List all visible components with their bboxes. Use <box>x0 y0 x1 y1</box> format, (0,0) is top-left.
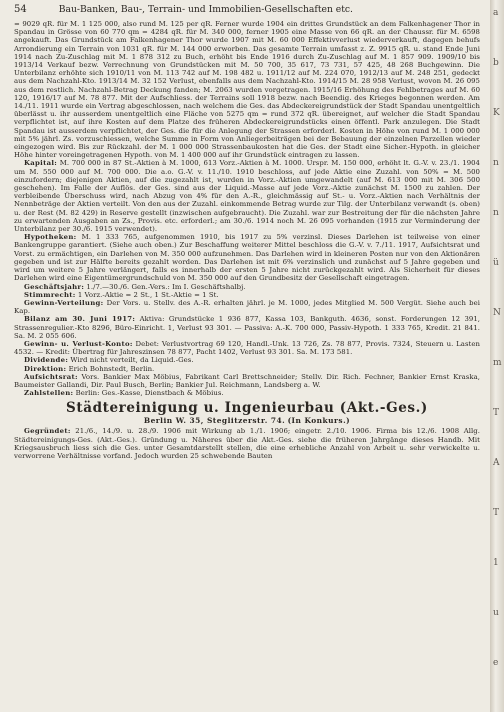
section-title: Städtereinigung u. Ingenieurbau (Akt.-Ges.) <box>66 400 428 417</box>
paragraph-text: Wird nicht verteilt, da Liquid.-Ges. <box>68 356 194 365</box>
paragraph-text: Berlin: Ges.-Kasse, Dienstbach & Möbius. <box>73 389 224 398</box>
paragraph-label: Geschäftsjahr: <box>24 282 85 291</box>
edge-glyph: a <box>493 8 499 18</box>
edge-glyph: K <box>493 108 500 118</box>
paragraph-text: M. 1 333 765, aufgenommen 1910, bis 1917 zu 5% verzinsl. Dieses Darlehen ist teilweise von einer Bankengruppe garantiert. (Siehe auch oben.) Zur Beschaffung weiterer Mittel beschloss die G.-V. v. 7./11. 1917, Aufsichtsrat und Vorst. zu ermächtigen, ein Darlehen von M. 350 000 aufzunehmen. Das Darlehen wird in kleineren Posten nur von den Aktionären gegeben und ist zur Hälfte bereits gezahlt worden. Das Darlehen ist mit 6% verzinslich und zunächst auf 5 Jahre gegeben und wird um weitere 5 Jahre verlängert, falls es innerhalb der ersten 5 Jahre nicht zurückgezahlt wird. Als Sicherheit für dieses Darlehen wird eine Eigentümergrundschuld von M. 350 000 auf den Grundbesitz der Gesellschaft eingetragen. <box>14 233 480 283</box>
paragraph-label: Aufsichtsrat: <box>24 372 78 381</box>
paragraph-label: Stimmrecht: <box>24 290 76 299</box>
edge-glyph: N <box>493 308 501 318</box>
paragraph-text: = 9029 qR. für M. 1 125 000, also rund M. 125 per qR. Ferner wurde 1904 ein drittes Grundstück an dem Falkenhagener Thor in Spandau in Grösse von 60 770 qm = 4284 qR. für M. 340 000, ferner 1905 eine Masse von 66 qR. an der Chaussr. für M. 6598 angekauft. Das Grundstück am Falkenhagener Thor wurde 1907 mit M. 60 000 Effektivverlust wiederverkauft, dagegen behufs Arrondierung ein Terrain von 1031 qR. für M. 144 000 erworben. Das gesamte Terrain umfasst z. Z. 9915 qR. u. stand Ende Juni 1914 nach Zu-Zuschlag mit M. 1 878 312 zu Buch, erhöht bis Ende 1916 durch Zu-Zuschlag auf M. 1 857 909. 1909/10 bis 1913/14 Verkauf bezw. Verrechnung von Grundstücken mit M. 50 700, 35 617, 73 731, 57 425, 48 268 Buchgewinn. Die Unterbilanz erhöhte sich 1910/11 von M. 113 742 auf M. 198 482 u. 1911/12 auf M. 224 070, 1912/13 auf M. 248 251, gedeckt aus dem Nachzahl-Kto. 1913/14 M. 32 152 Verlust, ebenfalls aus dem Nachzahl-Kto. 1914/15 M. 28 958 Verlust, wovon M. 26 095 aus dem restlich. Nachzahl-Betrag Deckung fanden; M. 2063 wurden vorgetragen. 1915/16 Erhöhung des Fehlbetrages auf M. 60 120, 1916/17 auf M. 78 877. Mit der Aufschliess. der Terrains soll 1918 bezw. nach Beendig. des Krieges begonnen werden. Am 14./11. 1911 wurde ein Vertrag abgeschlossen, nach welchem die Ges. das Abdeckereigrundstück der Stadt Spandau unentgeltlich überlässt u. ihr ausserdem unentgeltlich eine Fläche von 5275 qm = rund 372 qR. übereignet, auf welcher die Stadt Spandau verpflichtet ist, auf ihre Kosten auf dem Platze des früheren Abdeckereigrundstücks einen öffentl. Park anzulegen. Die Stadt Spandau ist ausserdem verpflichtet, der Ges. die für die Anlegung der Strassen erforderl. Kosten in Höhe von rund M. 1 000 000 mit 5% jährl. Zs. vorzuschiessen, welche Summe in Form von Anliegerbeiträgen bei der Bebauung der einzelnen Parzellen wieder eingezogen wird. Bis zur Rückzahl. der M. 1 000 000 Strassenbaukosten hat die Ges. der Stadt eine Sicher.-Hypoth. in gleicher Höhe hinter voreingetragenen Hypoth. von M. 1 400 000 auf ihr Grundstück eintragen zu lassen. <box>14 20 480 160</box>
paragraph-label: Gegründet: <box>24 427 71 436</box>
paragraph-list <box>14 20 480 397</box>
paragraph <box>14 340 480 356</box>
paragraph-text: Erich Bohnstedt, Berlin. <box>66 364 155 373</box>
document-body <box>14 20 480 460</box>
edge-glyph: u <box>493 608 499 618</box>
edge-glyph: A <box>493 458 500 468</box>
paragraph <box>14 299 480 315</box>
paragraph-label: Bilanz am 30. Juni 1917: <box>24 315 136 324</box>
paragraph <box>14 159 480 233</box>
paragraph <box>14 291 480 299</box>
paragraph-text: Der Vors. u. Stellv. des A.-R. erhalten jährl. je M. 1000, jedes Mitglied M. 500 Vergüt. Siehe auch bei Kap. <box>14 298 480 316</box>
paragraph-label: Zahlstellen: <box>24 389 74 398</box>
edge-glyph: n <box>493 208 499 218</box>
section-subtitle <box>14 416 480 425</box>
edge-glyph: n <box>493 158 499 168</box>
paragraph <box>14 373 480 389</box>
paragraph <box>14 283 480 291</box>
paragraph <box>14 20 480 159</box>
page-number: 54 <box>14 4 27 15</box>
paragraph-label: Kapital: <box>24 159 58 168</box>
edge-glyph: ü <box>493 258 499 268</box>
paragraph-text: Debet: Verlustvortrag 69 120, Handl.-Unk. 13 726, Zs. 78 877, Provis. 7324, Steuern u. Lasten 4532. — Kredit: Übertrag für Jahreszinsen 78 877, Pacht 1402, Verlust 93 301. Sa. M. 173 581. <box>14 339 480 357</box>
edge-glyph: 1 <box>493 558 499 568</box>
paragraph-label: Direktion: <box>24 364 67 373</box>
paragraph-text: 21./6., 14./9. u. 28./9. 1906 mit Wirkung ab 1./1. 1906; eingetr. 2./10. 1906. Firma bis 12./6. 1908 Allg. Städtereinigungs-Ges. (Akt.-Ges.). Gründung u. Näheres über die Akt.-Ges. siehe die früheren Jahrgänge dieses Handb. Mit Kriegsausbruch liess sich die Ges. unter Gesamtdarstellt stellen, die eine erhebliche Anzahl von Arbeit u. sehr verwickelte u. verworrene Verhältnisse vorfand. Jedoch wurden 25 schwebende Bauten <box>14 427 480 460</box>
paragraph <box>14 356 480 364</box>
running-header <box>14 4 480 18</box>
paragraph-text: 1./7.—30./6. Gen.-Vers.: Im I. Geschäftshalbj. <box>84 282 246 291</box>
section-place: Berlin W. 35, Steglitzerstr. 74. <box>143 416 286 426</box>
edge-glyph: e <box>493 658 499 668</box>
paragraph-text: Aktiva: Grundstücke 1 936 877, Kassa 103, Bankguth. 4636, sonst. Forderungen 12 391, Strassenregulier.-Kto 8296, Büro-Einricht. 1, Verlust 93 301. — Passiva: A.-K. 700 000, Passiv-Hypoth. 1 333 765, Kredit. 21 841. Sa. M. 2 055 606. <box>14 315 481 340</box>
edge-glyph: T <box>493 508 500 518</box>
paragraph-text: Vors. Bankier Max Möbius, Fabrikant Carl Brettschneider; Stellv. Dir. Rich. Fechner, Bankier Ernst Kraska, Baumeister Gallandi, Dir. Paul Busch, Berlin; Bankier Jul. Reichmann, Landsberg a. W. <box>14 372 480 389</box>
paragraph-label: Hypotheken: <box>24 233 77 242</box>
paragraph <box>14 315 480 340</box>
edge-glyph: b <box>493 58 499 68</box>
paragraph-label: Gewinn-Verteilung: <box>24 298 104 307</box>
paragraph <box>14 365 480 373</box>
paragraph-label: Dividende: <box>24 356 69 365</box>
paragraph <box>14 389 480 397</box>
paragraph-text: M. 700 000 in 87 St.-Aktien à M. 1000, 613 Vorz.-Aktien à M. 1000. Urspr. M. 150 000, erhöht lt. G.-V. v. 23./1. 1904 um M. 550 000 auf M. 700 000. Die a.o. G.-V. v. 11./10. 1910 beschloss, auf jede Aktie eine Zuzahl. von 50% = M. 500 einzufordern; diejenigen Aktien, auf die zugezahlt ist, wurden in Vorz.-Aktien umgewandelt (auf M. 613 000 mit M. 306 500 geschehen). Im Falle der Auflös. der Ges. sind aus der Liquid.-Masse auf jede Vorz.-Aktie zunächst M. 1500 zu zahlen. Der verbleibende Überschuss wird, nach Abzug von 4% für den A.-R., gleichmässig auf St.- u. Vorz.-Aktien nach Verhältnis der Nennbeträge der Aktien verteilt. Von den aus der Zuzahl. einkommende Betrag wurde zur Tilg. der Unterbilanz verwandt (s. oben) u. der Rest (M. 82 429) in Reserve gestellt (inzwischen aufgebraucht). Die Zuzahl. war zur Bestreitung der für die nächsten Jahre zu erwartenden Ausgaben an Zs., Provis. etc. erforderl.; am 30./6. 1914 noch M. 26 095 vorhanden (1915 zur Verminderung der Unterbilanz per 30./6. 1915 verwendet). <box>14 159 480 234</box>
paragraph-founded <box>14 427 480 460</box>
section-status: (In Konkurs.) <box>287 416 351 426</box>
edge-glyph: m <box>493 358 502 368</box>
edge-glyph: T <box>493 408 500 418</box>
paragraph-label: Gewinn- u. Verlust-Konto: <box>24 339 133 348</box>
adjacent-page-edge <box>490 0 504 712</box>
running-title: Bau-Banken, Bau-, Terrain- und Immobilien-Gesellschaften etc. <box>58 4 353 15</box>
paragraph <box>14 233 480 282</box>
paragraph-text: 1 Vorz.-Aktie = 2 St., 1 St.-Aktie = 1 St. <box>75 290 219 299</box>
